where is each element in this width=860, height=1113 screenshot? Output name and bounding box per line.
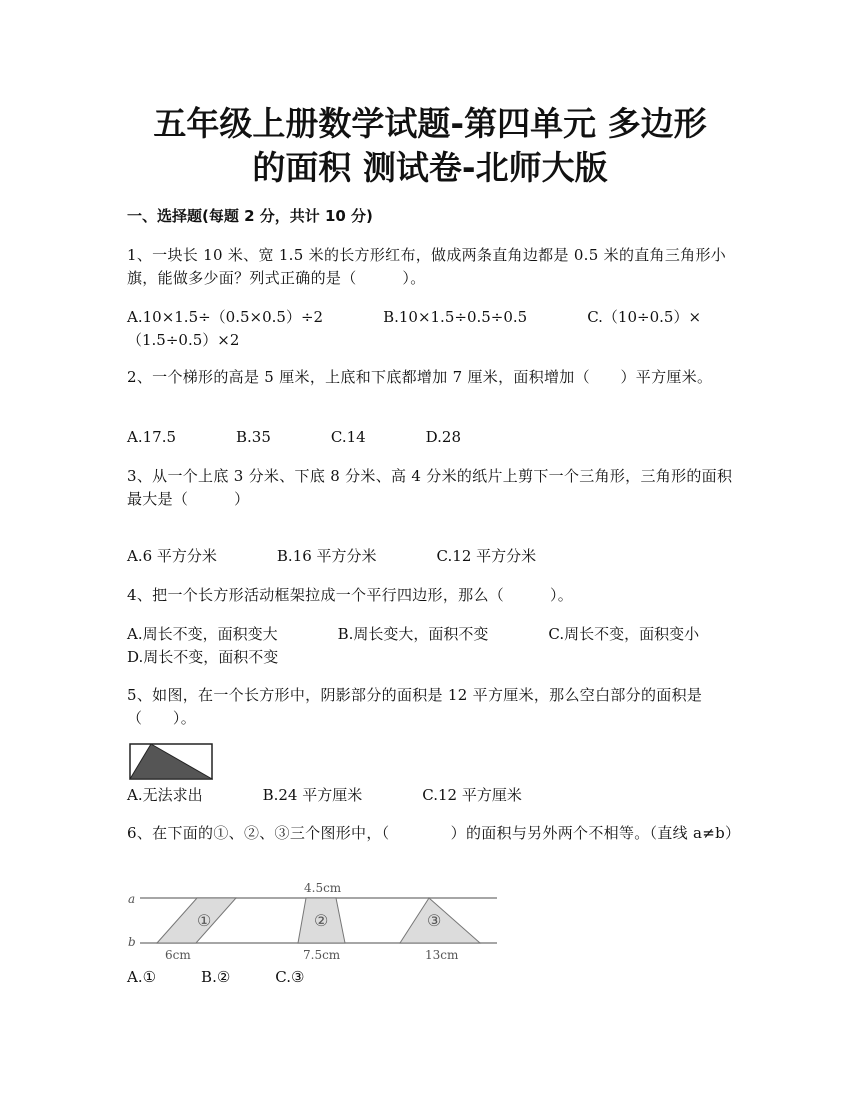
question-4-stem: 4、把一个长方形活动框架拉成一个平行四边形，那么（ ）。 [127, 586, 574, 604]
base-3-label: 13cm [425, 948, 459, 962]
question-4-options: A.周长不变，面积变大 B.周长变大，面积不变 C.周长不变，面积变小 D.周长不变，面积不变 [127, 625, 760, 666]
page-title-line2: 的面积 测试卷-北师大版 [252, 148, 608, 187]
top-length-label: 4.5cm [304, 881, 342, 895]
section-heading: 一、选择题(每题 2 分，共计 10 分) [127, 207, 373, 225]
base-1-label: 6cm [165, 948, 191, 962]
line-b-label: b [128, 935, 136, 949]
question-5-stem: 5、如图，在一个长方形中，阴影部分的面积是 12 平方厘米，那么空白部分的面积是（ ）。 [127, 686, 703, 727]
line-a-label: a [128, 892, 136, 906]
shape-3-label: ③ [427, 911, 442, 930]
question-3-options: A.6 平方分米 B.16 平方分米 C.12 平方分米 [127, 547, 537, 565]
question-2-stem: 2、一个梯形的高是 5 厘米，上底和下底都增加 7 厘米，面积增加（ ）平方厘米。 [127, 368, 713, 386]
shaded-rectangle-figure [129, 743, 213, 781]
question-2-options: A.17.5 B.35 C.14 D.28 [127, 428, 462, 446]
question-3-stem: 3、从一个上底 3 分米、下底 8 分米、高 4 分米的纸片上剪下一个三角形，三角形的面积最大是（ ） [127, 467, 733, 508]
question-5-options: A.无法求出 B.24 平方厘米 C.12 平方厘米 [127, 786, 522, 804]
question-1-stem: 1、一块长 10 米、宽 1.5 米的长方形红布，做成两条直角边都是 0.5 米的直角三角形小旗，能做多少面？列式正确的是（ ）。 [127, 246, 727, 287]
shape-1-label: ① [197, 911, 212, 930]
question-6-options: A.① B.② C.③ [127, 968, 305, 986]
question-6-stem: 6、在下面的①、②、③三个图形中，（ ）的面积与另外两个不相等。（直线 a≠b） [127, 824, 741, 842]
question-1-options: A.10×1.5÷（0.5×0.5）÷2 B.10×1.5÷0.5÷0.5 C.（10÷0.5）×（1.5÷0.5）×2 [127, 308, 702, 349]
three-shapes-figure [125, 878, 505, 964]
shape-2-label: ② [314, 911, 329, 930]
page-title-line1: 五年级上册数学试题-第四单元 多边形 [153, 104, 707, 143]
base-2-label: 7.5cm [303, 948, 341, 962]
